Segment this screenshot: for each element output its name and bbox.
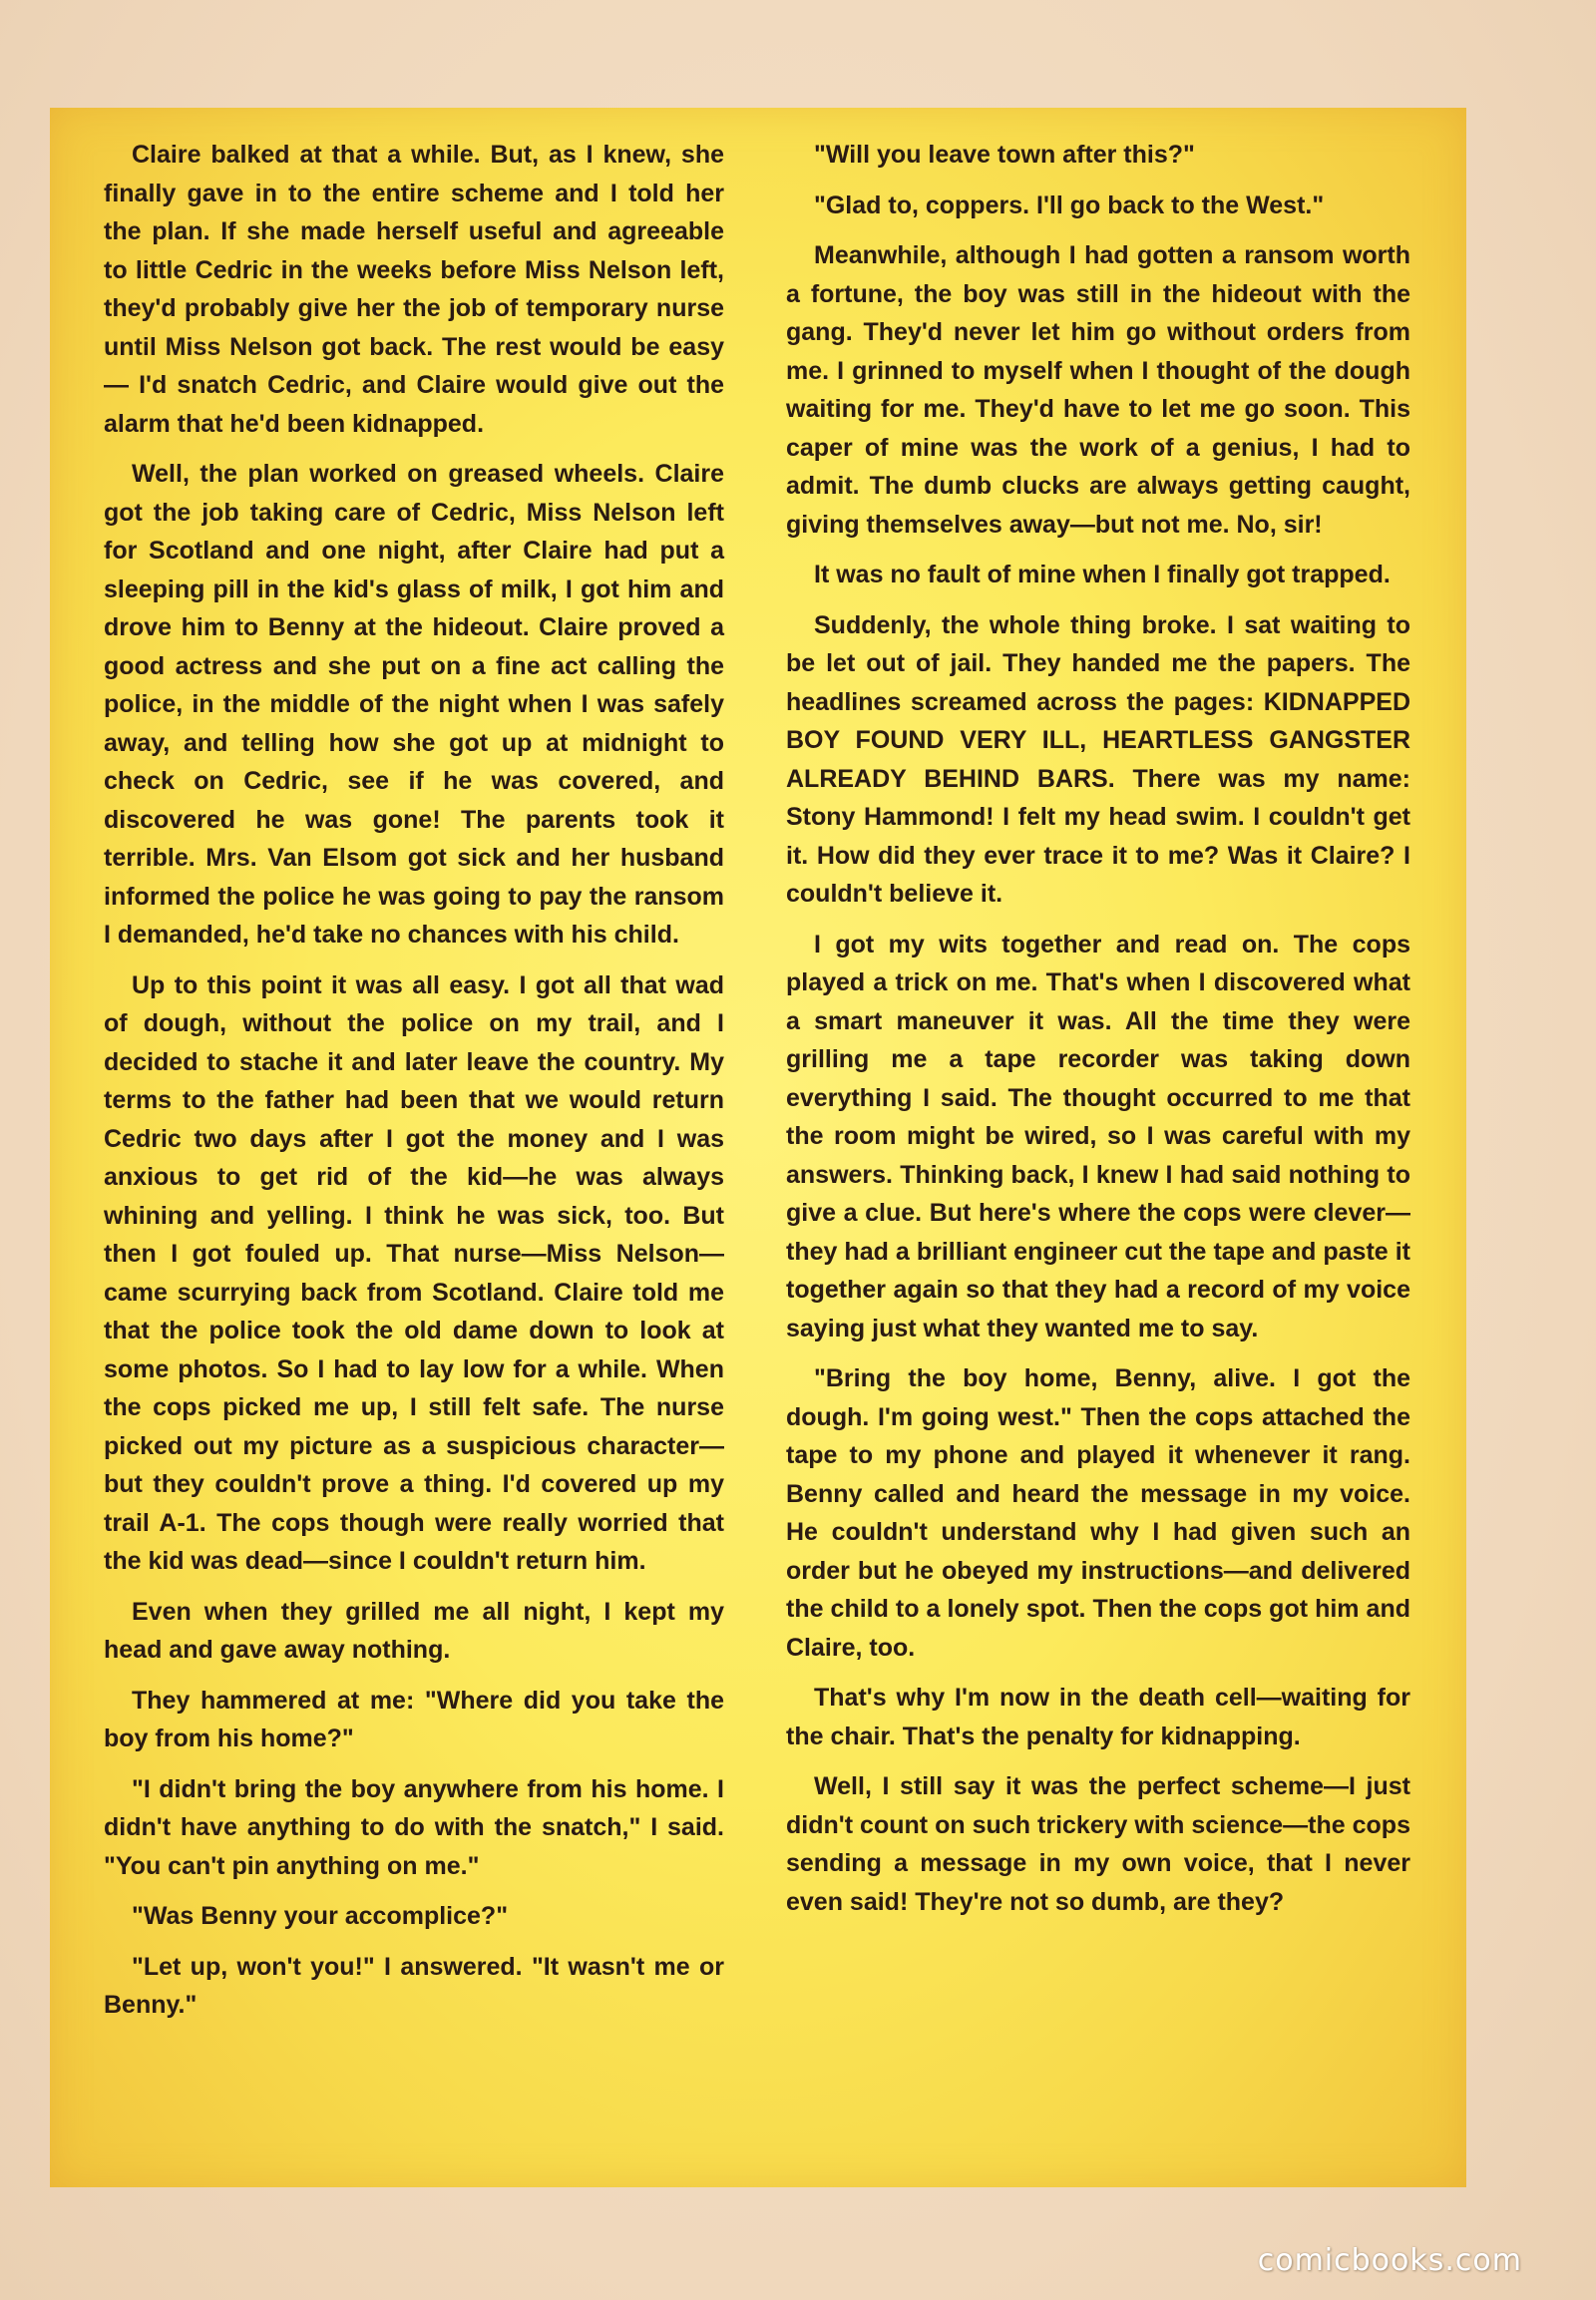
paragraph: That's why I'm now in the death cell—waiting for the chair. That's the penalty for kidnapping. — [786, 1684, 1410, 1750]
paragraph: Even when they grilled me all night, I kept my head and gave away nothing. — [104, 1597, 724, 1664]
paragraph: Well, I still say it was the perfect scheme—I just didn't count on such trickery with science—the cops sending a message in my own voice, that I never even said! They're not so dumb, are they? — [786, 1772, 1410, 1916]
paragraph: Suddenly, the whole thing broke. I sat waiting to be let out of jail. They handed me the papers. The headlines screamed across the pages: KIDNAPPED BOY FOUND VERY ILL, HEARTLESS GANGSTER ALREADY BEHIND BARS. There was my name: Stony Hammond! I felt my head swim. I couldn't get it. How did they ever trace it to me? Was it Claire? I couldn't believe it. — [786, 610, 1410, 908]
paragraph: "Glad to, coppers. I'll go back to the West." — [814, 191, 1325, 219]
paragraph: Claire balked at that a while. But, as I knew, she finally gave in to the entire scheme and I told her the plan. If she made herself useful and agreeable to little Cedric in the weeks before Miss Nelson left, they'd probably give her the job of temporary nurse until Miss Nelson got back. The rest would be easy — I'd snatch Cedric, and Claire would give out the alarm that he'd been kidnapped. — [104, 141, 724, 438]
paragraph: "Bring the boy home, Benny, alive. I got the dough. I'm going west." Then the cops attached the tape to my phone and played it whenever it rang. Benny called and heard the message in my voice. He couldn't understand why I had given such an order but he obeyed my instructions—and delivered the child to a lonely spot. Then the cops got him and Claire, too. — [786, 1364, 1410, 1662]
right-column — [786, 136, 1410, 1933]
paragraph: They hammered at me: "Where did you take the boy from his home?" — [104, 1686, 724, 1752]
left-column — [104, 136, 724, 2037]
paragraph: "Was Benny your accomplice?" — [132, 1902, 509, 1930]
paragraph: Meanwhile, although I had gotten a ransom worth a fortune, the boy was still in the hideout with the gang. They'd never let him go without orders from me. I grinned to myself when I thought of the dough waiting for me. They'd have to let me go soon. This caper of mine was the work of a genius, I had to admit. The dumb clucks are always getting caught, giving themselves away—but not me. No, sir! — [786, 241, 1410, 539]
watermark-text: comicbooks.com — [1257, 2243, 1522, 2278]
paragraph: Up to this point it was all easy. I got all that wad of dough, without the police on my trail, and I decided to stache it and later leave the country. My terms to the father had been that we would return Cedric two days after I got the money and I was anxious to get rid of the kid—he was always whining and yelling. I think he was sick, too. But then I got fouled up. That nurse—Miss Nelson—came scurrying back from Scotland. Claire told me that the police took the old dame down to look at some photos. So I had to lay low for a while. When the cops picked me up, I still felt safe. The nurse picked out my picture as a suspicious character—but they couldn't prove a thing. I'd covered up my trail A-1. The cops though were really worried that the kid was dead—since I couldn't return him. — [104, 970, 724, 1575]
paragraph: Well, the plan worked on greased wheels. Claire got the job taking care of Cedric, Miss Nelson left for Scotland and one night, after Claire had put a sleeping pill in the kid's glass of milk, I got him and drove him to Benny at the hideout. Claire proved a good actress and she put on a fine act calling the police, in the middle of the night when I was safely away, and telling how she got up at midnight to check on Cedric, see if he was covered, and discovered he was gone! The parents took it terrible. Mrs. Van Elsom got sick and her husband informed the police he was going to pay the ransom I demanded, he'd take no chances with his child. — [104, 460, 724, 949]
text-panel — [50, 108, 1466, 2187]
paragraph: I got my wits together and read on. The cops played a trick on me. That's when I discovered what a smart maneuver it was. All the time they were grilling me a tape recorder was taking down everything I said. The thought occurred to me that the room might be wired, so I was careful with my answers. Thinking back, I knew I had said nothing to give a clue. But here's where the cops were clever—they had a brilliant engineer cut the tape and paste it together again so that they had a record of my voice saying just what they wanted me to say. — [786, 930, 1410, 1342]
paragraph: "Will you leave town after this?" — [814, 141, 1195, 169]
paragraph: It was no fault of mine when I finally got trapped. — [814, 561, 1391, 588]
paragraph: "I didn't bring the boy anywhere from his home. I didn't have anything to do with the snatch," I said. "You can't pin anything on me." — [104, 1774, 724, 1880]
paragraph: "Let up, won't you!" I answered. "It wasn't me or Benny." — [104, 1952, 724, 2019]
